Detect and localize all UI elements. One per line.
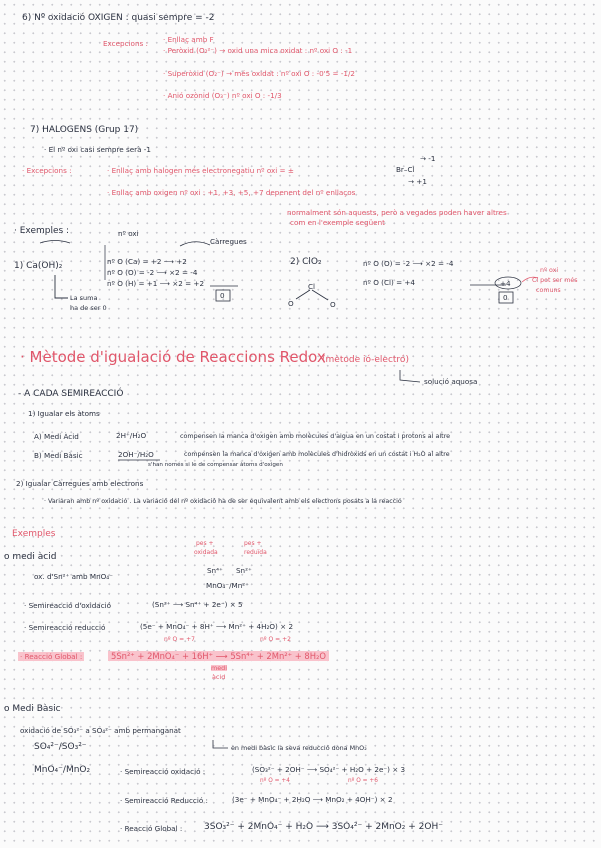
s6-exc1b: · Peròxid (O₂²⁻) → oxid una mica oxidat : nº oxi O : -1 bbox=[163, 46, 353, 55]
semi-ox-b: (SO₃²⁻ + 2OH⁻ ⟶ SO₄²⁻ + H₂O + 2e⁻) × 3 bbox=[252, 765, 406, 774]
basic-formula: 2OH⁻/H₂O bbox=[118, 450, 154, 459]
semi-ox: (Sn²⁺ ⟶ Sn⁴⁺ + 2e⁻) × 5 bbox=[152, 600, 243, 609]
aq-arrow bbox=[400, 370, 420, 382]
basic-note: s'han només si le de compensar àtoms d'oxigen bbox=[148, 462, 283, 468]
method-subtitle: (mètode ió-electró) bbox=[322, 355, 409, 365]
ex2-box-val: 0 bbox=[503, 293, 508, 302]
basic-arrow bbox=[213, 740, 228, 748]
red-note1: pes + bbox=[196, 540, 214, 547]
semi-red-b: (3e⁻ + MnO₄⁻ + 2H₂O ⟶ MnO₂ + 4OH⁻) × 2 bbox=[232, 795, 393, 804]
examples-label: · Exemples : bbox=[14, 226, 70, 236]
clo2-bonds bbox=[296, 290, 328, 300]
s6-exc1a: · Enllaç amb F bbox=[163, 35, 214, 44]
s6-title: 6) Nº oxidació OXIGEN : quasi sempre = -2 bbox=[22, 13, 215, 23]
ex1-note1: La suma bbox=[70, 294, 98, 302]
step1: 1) Igualar els àtoms bbox=[28, 409, 100, 418]
semi-red-n2: nº O = +2 bbox=[260, 636, 291, 643]
ex1-r2: nº O (O) = -2 ⟶ ×2 = -4 bbox=[107, 268, 198, 277]
s6-exc2: · Superòxid (O₂⁻) → més oxidat : nº oxi O : -0'5 = -1/2 bbox=[163, 69, 355, 78]
s7-note2: com en l'exemple següent bbox=[290, 218, 385, 227]
brcl-b: → +1 bbox=[408, 177, 427, 186]
s6-exc-label: Excepcions : bbox=[103, 39, 148, 48]
ex1-formula: 1) Ca(OH)₂ bbox=[14, 261, 63, 271]
nox-label: nº oxi bbox=[118, 229, 139, 238]
ex2-plus: +4 bbox=[500, 279, 511, 288]
pair-top1: Sn⁴⁺ bbox=[207, 566, 223, 575]
s7-title: 7) HALOGENS (Grup 17) bbox=[30, 125, 139, 135]
basic-pair1: SO₄²⁻/SO₃²⁻ bbox=[34, 742, 87, 752]
basic-ex: oxidació de SO₃²⁻ a SO₄²⁻ amb permanganat bbox=[20, 726, 181, 735]
step2-desc: · Variaran amb nº oxidació . La variació del nº oxidació ha de ser equivalent amb els electrons posats a la reacció bbox=[44, 498, 402, 505]
ex1-sum-arrow bbox=[55, 275, 68, 298]
ex1-r1: nº O (Ca) = +2 ⟶ +2 bbox=[107, 257, 187, 266]
global-eq: 5Sn²⁺ + 2MnO₄⁻ + 16H⁺ ⟶ 5Sn⁴⁺ + 2Mn²⁺ + 8H₂O bbox=[108, 651, 329, 661]
global-label: · Reacció Global : bbox=[20, 652, 83, 661]
acid-head: o medi àcid bbox=[4, 552, 57, 562]
s7-line1: · El nº oxi casi sempre serà -1 bbox=[44, 145, 151, 154]
global-b: 3SO₃²⁻ + 2MnO₄⁻ + H₂O ⟶ 3SO₄²⁻ + 2MnO₂ + 2OH⁻ bbox=[204, 822, 443, 832]
semi-ox-label: · Semireacció d'oxidació bbox=[24, 601, 112, 610]
acid-formula: 2H⁺/H₂O bbox=[116, 431, 147, 440]
ex2-side3: comuns bbox=[536, 287, 561, 294]
semi-ox-b-label: · Semireacció oxidació : bbox=[120, 767, 206, 776]
ex2-side1: nº oxi bbox=[540, 267, 559, 274]
basic-head: o Medi Bàsic bbox=[4, 704, 61, 714]
s7-note1: normalment són aquests, però a vegades poden haver altres bbox=[287, 208, 507, 217]
ex2-side2: Cl pot ser més bbox=[532, 277, 578, 284]
step2: 2) Igualar Càrregues amb electrons bbox=[16, 479, 144, 488]
acid-label: A) Medi Àcid bbox=[34, 432, 79, 441]
ex1-note2: ha de ser 0 bbox=[70, 304, 107, 312]
basic-label: B) Medi Bàsic bbox=[34, 451, 83, 460]
acid-desc: compensen la manca d'oxigen amb molècules d'aigua en un costat i protons al altre bbox=[180, 432, 451, 440]
basic-arrow-note: en medi bàsic la seva reducció dona MnO₂ bbox=[231, 744, 367, 752]
global-note2: àcid bbox=[212, 673, 226, 681]
semi-red-n1: nº O = +7 bbox=[164, 636, 195, 643]
pair-top2: Sn²⁺ bbox=[236, 566, 252, 575]
ex1-box-val: 0 bbox=[220, 291, 225, 300]
method-title: · Mètode d'igualació de Reaccions Redox bbox=[20, 348, 326, 366]
struct-o2: O bbox=[330, 300, 336, 309]
acid-ex: ox. d'Sn²⁺ amb MnO₄⁻ bbox=[34, 572, 113, 581]
carreg-arrow bbox=[180, 242, 210, 246]
basic-desc: compensen la manca d'oxigen amb molècules d'hidròxids en un costat i H₂O al altre bbox=[184, 451, 450, 458]
brcl: Br–Cl bbox=[396, 165, 415, 174]
red-note4: reduïda bbox=[244, 549, 267, 556]
semi-ox-b-n1: nº O = +4 bbox=[260, 778, 290, 784]
ex2-r1: nº O (O) = -2 ⟶ ×2 = -4 bbox=[363, 259, 454, 268]
exemples-title: Exemples bbox=[12, 529, 56, 539]
ex1-r3: nº O (H) = +1 ⟶ ×2 = +2 bbox=[107, 279, 205, 288]
struct-cl: Cl bbox=[308, 282, 316, 291]
s7-exc2: · Enllaç amb oxigen nº oxi : +1, +3, +5, +7 depenent del nº enllaços bbox=[107, 188, 356, 197]
ex1-arrow-stroke bbox=[40, 241, 70, 244]
global-b-label: · Reacció Global : bbox=[120, 824, 183, 833]
semi-red-b-label: · Semireacció Reducció : bbox=[120, 796, 208, 805]
each-semi: - A CADA SEMIREACCIÓ bbox=[18, 389, 124, 399]
red-note3: pes + bbox=[244, 540, 262, 547]
aq-label: solució aquosa bbox=[424, 377, 478, 386]
struct-o1: O bbox=[288, 299, 294, 308]
s7-exc-label: · Excepcions : bbox=[22, 166, 72, 175]
brcl-a: → -1 bbox=[420, 154, 436, 163]
semi-red-label: · Semireacció reducció bbox=[24, 623, 106, 632]
red-note2: oxidada bbox=[194, 549, 218, 556]
carreg-label: Càrregues bbox=[210, 237, 247, 246]
basic-pair2: MnO₄⁻/MnO₂ bbox=[34, 765, 91, 775]
global-note1: medi bbox=[211, 664, 227, 672]
s7-exc1: · Enllaç amb halogen més electronegatiu nº oxi = ± bbox=[107, 166, 294, 175]
semi-red: (5e⁻ + MnO₄⁻ + 8H⁺ ⟶ Mn²⁺ + 4H₂O) × 2 bbox=[140, 622, 294, 631]
ex2-formula: 2) ClO₂ bbox=[290, 257, 322, 267]
semi-ox-b-n2: nº O = +6 bbox=[348, 778, 378, 784]
pair-bot: MnO₄⁻/Mn²⁺ bbox=[206, 581, 249, 590]
ex2-r2: nº O (Cl) = +4 bbox=[363, 278, 415, 287]
s6-exc3: · Anió ozònid (O₃⁻) nº oxi O : -1/3 bbox=[163, 91, 282, 100]
